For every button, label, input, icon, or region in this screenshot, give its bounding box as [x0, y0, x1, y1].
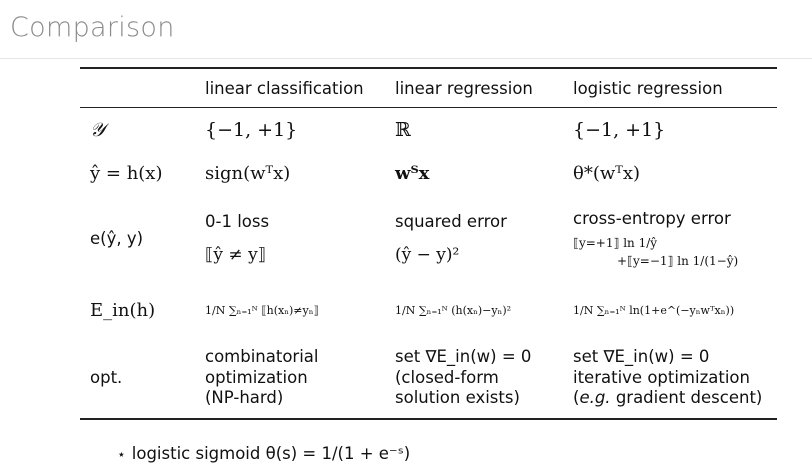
header-logistic-regression: logistic regression [573, 68, 777, 108]
error-formula-0-1: ⟦ŷ ≠ y⟧ [205, 245, 267, 265]
error-formula-squared: (ŷ − y)² [395, 245, 460, 265]
opt-text-line: combinatorial [205, 346, 319, 366]
opt-text-line: (closed-form [395, 367, 499, 387]
opt-text-line: set ∇E_in(w) = 0 [395, 346, 532, 366]
title-divider [0, 58, 812, 59]
cell-opt-linear-regression [395, 338, 573, 419]
opt-text-line: set ∇E_in(w) = 0 [573, 346, 710, 366]
opt-text-line: optimization [205, 367, 308, 387]
opt-text-line: solution exists) [395, 388, 520, 408]
cell-error-logistic-regression [573, 195, 777, 282]
header-linear-regression: linear regression [395, 68, 573, 108]
error-formula-ce-negative: +⟦y=−1⟧ ln 1/(1−ŷ) [617, 254, 739, 268]
row-output-space [80, 108, 777, 153]
cell-error-linear-regression [395, 195, 573, 282]
row-label-error: e(ŷ, y) [90, 229, 144, 248]
opt-text-line: (e.g. gradient descent) [573, 388, 763, 408]
footnote-text: logistic sigmoid θ(s) = 1/(1 + e⁻ˢ) [131, 444, 411, 463]
opt-text-line: iterative optimization [573, 367, 750, 387]
opt-gradient-text: gradient descent) [615, 388, 763, 408]
cell-ein-logistic-regression: 1/N ∑ₙ₌₁ᴺ ln(1+e^(−yₙwᵀxₙ)) [573, 303, 735, 317]
cell-y-logistic-regression: {−1, +1} [573, 119, 666, 141]
cell-ein-linear-classification: 1/N ∑ₙ₌₁ᴺ ⟦h(xₙ)≠yₙ⟧ [205, 303, 319, 317]
row-label-hypothesis: ŷ = h(x) [90, 163, 163, 184]
comparison-table [80, 67, 777, 420]
cell-h-linear-classification: sign(wᵀx) [205, 163, 291, 184]
header-linear-classification: linear classification [205, 68, 395, 108]
error-name-0-1-loss: 0-1 loss [205, 212, 270, 231]
row-label-ein: E_in(h) [90, 299, 156, 321]
footnote [117, 444, 410, 463]
table-header-row [80, 68, 777, 108]
cell-y-linear-regression: ℝ [395, 119, 411, 141]
opt-text-line: (NP-hard) [205, 388, 284, 408]
error-name-squared: squared error [395, 212, 507, 231]
error-formula-ce-positive: ⟦y=+1⟧ ln 1/ŷ [573, 236, 658, 250]
cell-h-logistic-regression: θ*(wᵀx) [573, 163, 640, 184]
cell-y-linear-classification: {−1, +1} [205, 119, 298, 141]
slide-title: Comparison [10, 12, 175, 43]
row-error-measure [80, 195, 777, 282]
star-icon: ⋆ [117, 447, 126, 463]
cell-h-linear-regression: wᵀx [395, 163, 430, 184]
header-empty [80, 68, 205, 108]
row-optimization [80, 338, 777, 419]
cell-opt-logistic-regression [573, 338, 777, 419]
cell-opt-linear-classification [205, 338, 395, 419]
opt-eg-text: e.g. [579, 388, 611, 408]
row-in-sample-error [80, 282, 777, 338]
row-label-output-space: 𝒴 [90, 119, 105, 141]
cell-ein-linear-regression: 1/N ∑ₙ₌₁ᴺ (h(xₙ)−yₙ)² [395, 303, 512, 317]
cell-error-linear-classification [205, 195, 395, 282]
row-hypothesis [80, 152, 777, 195]
row-label-opt: opt. [80, 338, 205, 419]
error-name-cross-entropy: cross-entropy error [573, 209, 731, 228]
